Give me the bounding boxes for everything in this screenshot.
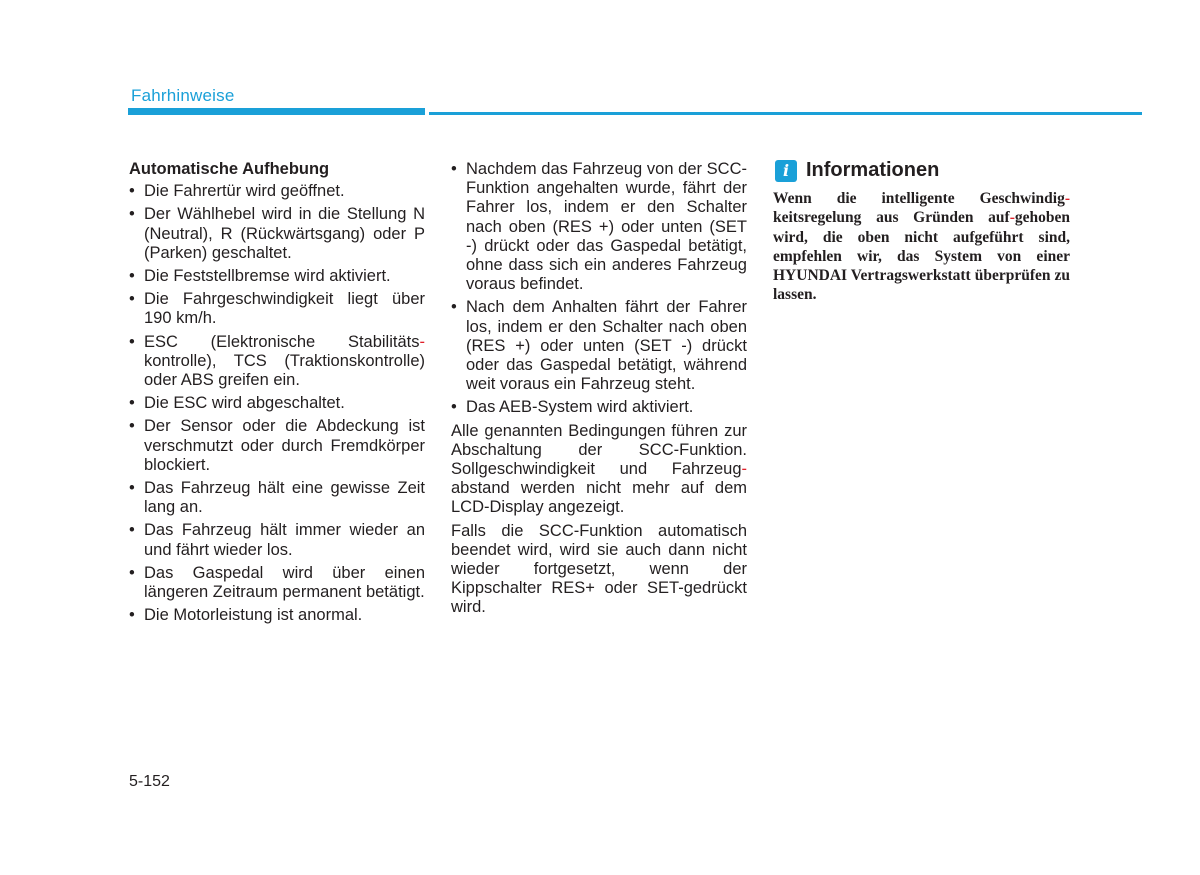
list-item: • Die Fahrertür wird geöffnet. [129,182,425,201]
list-item: • Die ESC wird abgeschaltet. [129,394,425,413]
info-title: Informationen [806,159,940,182]
list-item: • Das Gaspedal wird über einen längeren Zeitraum permanent betätigt. [129,564,425,602]
header-rule-thin [429,112,1142,115]
header-rule-thick [128,108,425,115]
list-item-text: kontrolle), TCS (Traktionskontrolle) oder ABS greifen ein. [144,351,425,390]
column-left [129,160,425,629]
info-body-text: Wenn die intelligente Geschwindig [773,190,1065,207]
list-item: • Die Motorleistung ist anormal. [129,606,425,625]
list-item: • Der Wählhebel wird in die Stellung N (Neutral), R (Rückwärtsgang) oder P (Parken) geschaltet. [129,205,425,263]
info-box [773,160,1070,305]
column-middle [451,160,747,622]
list-item: • Nachdem das Fahrzeug von der SCC-Funktion angehalten wurde, fährt der Fahrer los, indem er den Schalter nach oben (RES +) oder unten (SET -) drückt oder das Gaspedal betätigt, ohne dass sich ein anderes Fahrzeug voraus befindet. [451,160,747,294]
info-body [773,189,1070,305]
cancel-conditions-list-continued [451,160,747,418]
list-item: • Die Fahrgeschwindigkeit liegt über 190 km/h. [129,290,425,328]
paragraph: Falls die SCC-Funktion automatisch beendet wird, wird sie auch dann nicht wieder fortgesetzt, wenn der Kippschalter RES+ oder SET-gedrückt wird. [451,521,747,617]
hyphen-mark: - [1064,190,1070,207]
section-title: Fahrhinweise [131,86,235,105]
list-item: • Der Sensor oder die Abdeckung ist verschmutzt oder durch Fremdkörper blockiert. [129,417,425,475]
info-header [773,160,1070,182]
info-body-text: keitsregelung aus Gründen auf [773,209,1010,227]
paragraph-text: Alle genannten Bedingungen führen zur Abschaltung der SCC-Funktion. Sollgeschwindigkeit und Fahrzeug [451,421,747,479]
list-item: • Das Fahrzeug hält eine gewisse Zeit lang an. [129,479,425,517]
cancel-conditions-list [129,182,425,625]
hyphen-mark: - [741,460,747,479]
list-item: • Das Fahrzeug hält immer wieder an und fährt wieder los. [129,521,425,559]
paragraph-text: abstand werden nicht mehr auf dem LCD-Display angezeigt. [451,479,747,517]
page-number: 5-152 [129,773,170,790]
list-item: • Das AEB-System wird aktiviert. [451,398,747,417]
info-body-text: gehoben wird, die oben nicht aufgeführt sind, empfehlen wir, das System von einer HYUNDAI Vertragswerkstatt überprüfen zu lassen. [773,209,1070,304]
hyphen-mark: - [1009,209,1015,227]
info-icon: i [775,160,797,182]
list-item: • Nach dem Anhalten fährt der Fahrer los, indem er den Schalter nach oben (RES +) oder unten (SET -) drückt oder das Gaspedal betätigt, während weit voraus ein Fahrzeug steht. [451,298,747,394]
list-item: • Die Feststellbremse wird aktiviert. [129,267,425,286]
list-item [129,333,425,391]
hyphen-mark: - [419,332,425,351]
section-heading: Automatische Aufhebung [129,160,330,178]
list-item-text: ESC (Elektronische Stabilitäts [144,332,420,351]
paragraph [451,422,747,518]
